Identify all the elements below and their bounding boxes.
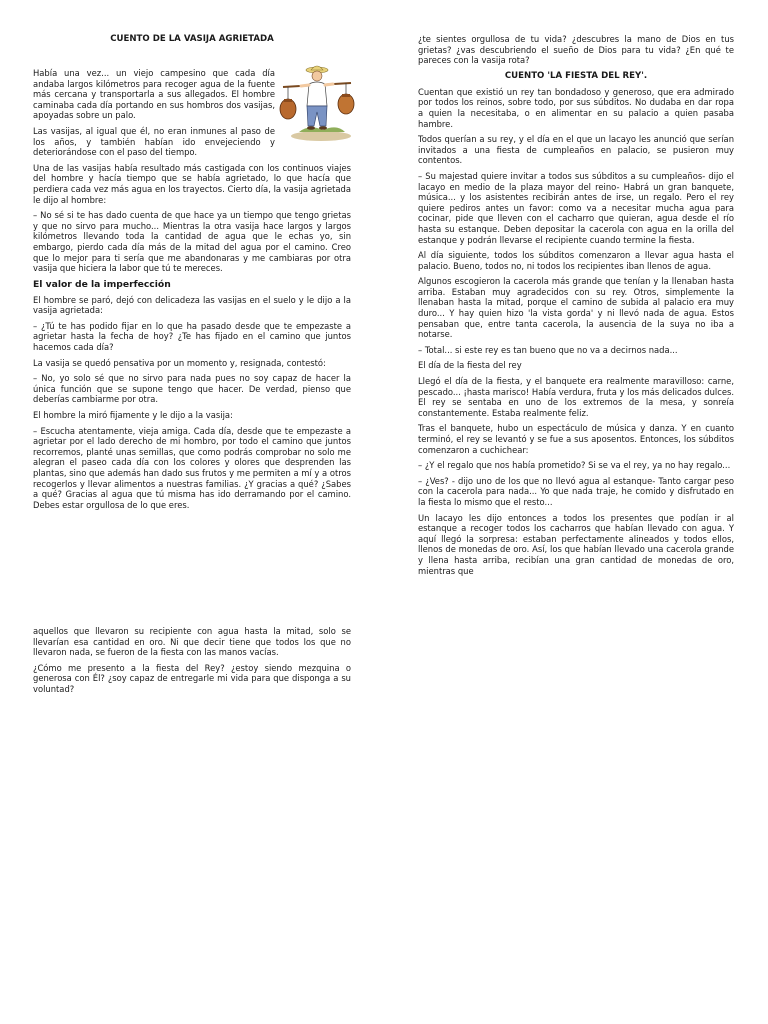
paragraph: – Su majestad quiere invitar a todos sus súbditos a su cumpleaños- dijo el lacayo en medio de la plaza mayor del reino- Habrá un gran banquete, música... y los asistentes recibirán antes de irse, un regalo. Pero el rey quiere pediros antes un favor: como va a necesitar mucha agua para cocinar, pide que lleven con el cacharro que quieran, agua desde el río hasta su estanque. Deben depositar la cacerola con agua en la orilla del estanque y podrán llevarse el recipiente cuando termine la fiesta. <box>418 170 734 245</box>
paragraph: aquellos que llevaron su recipiente con agua hasta la mitad, solo se llevarían esa cantidad en oro. Ni que decir tiene que todos los que no llevaron nada, se fueron de la fiesta con las manos vacías. <box>33 626 351 658</box>
story-title-fiesta: CUENTO 'LA FIESTA DEL REY'. <box>504 70 648 81</box>
paragraph: Tras el banquete, hubo un espectáculo de música y danza. Y en cuanto terminó, el rey se levantó y se fue a sus aposentos. Entonces, los súbditos comenzaron a cuchichear: <box>418 423 734 455</box>
paragraph: – Total... si este rey es tan bueno que no va a decirnos nada... <box>418 344 678 355</box>
paragraph: – ¿Ves? - dijo uno de los que no llevó agua al estanque- Tanto cargar peso con la cacerola para nada... Yo que nada traje, he comido y disfrutado en la fiesta lo mismo que el resto... <box>418 475 734 507</box>
reflection-questions: ¿Cómo me presento a la fiesta del Rey? ¿estoy siendo mezquina o generosa con Él? ¿soy capaz de entregarle mi vida para que disponga a su voluntad? <box>33 662 351 694</box>
paragraph: El hombre se paró, dejó con delicadeza las vasijas en el suelo y le dijo a la vasija agrietada: <box>33 294 351 316</box>
paragraph: Cuentan que existió un rey tan bondadoso y generoso, que era admirado por todos los reinos, sobre todo, por sus súbditos. No dudaba en dar ropa a quien la necesitaba, o en alimentar en su palacio a quien pasaba hambre. <box>418 86 734 129</box>
paragraph: Llegó el día de la fiesta, y el banquete era realmente maravilloso: carne, pescado... ¡hasta marisco! Había verdura, fruta y los más delicados dulces. El rey se sentaba en uno de los extremos de la mesa, y sonreía constantemente. Estaba realmente feliz. <box>418 376 734 418</box>
section-subheading: El día de la fiesta del rey <box>418 360 522 371</box>
paragraph: Algunos escogieron la cacerola más grande que tenían y la llenaban hasta arriba. Estaban muy agradecidos con su rey. Otros, simplemente la llenaban hasta la mitad, porque el camino de subida al palacio era muy duro... Y hay quien hizo 'la vista gorda' y ni llevó nada de agua. Estos pensaban que, entre tanta cacerola, la ausencia de la suya no iba a notarse. <box>418 276 734 340</box>
right-column <box>418 34 734 581</box>
paragraph: Un lacayo les dijo entonces a todos los presentes que podían ir al estanque a recoger todos los cacharros que habían llevado con agua. Y aquí llegó la sorpresa: estaban perfectamente alineados y todos ellos, llenos de monedas de oro. Así, los que habían llevado una cacerola grande y llena hasta arriba, recibían una gran cantidad de monedas de oro, mientras que <box>418 512 734 576</box>
paragraph: Todos querían a su rey, y el día en el que un lacayo les anunció que serían invitados a una fiesta de cumpleaños en palacio, se pusieron muy contentos. <box>418 134 734 166</box>
paragraph: Al día siguiente, todos los súbditos comenzaron a llevar agua hasta el palacio. Bueno, todos no, ni todos los recipientes iban llenos de agua. <box>418 250 734 271</box>
section-subheading: El valor de la imperfección <box>33 278 171 290</box>
left-column <box>33 34 351 515</box>
paragraph: – No, yo solo sé que no sirvo para nada pues no soy capaz de hacer la única función que se supone tengo que hacer. De verdad, pienso que deberías cambiarme por otra. <box>33 373 351 405</box>
paragraph: – No sé si te has dado cuenta de que hace ya un tiempo que tengo grietas y que no sirvo para mucho... Mientras la otra vasija hace largos y largos kilómetros llevando toda la cantidad de agua que le echas yo, sin embargo, pierdo cada día más de la mitad del agua por el camino. Creo que lo mejor para ti sería que me abandonaras y me cambiaras por otra vasija que hiciera la labor que tú te mereces. <box>33 210 351 274</box>
paragraph: Las vasijas, al igual que él, no eran inmunes al paso de los años, y también habían ido envejeciendo y deteriorándose con el paso del tiempo. <box>33 125 275 158</box>
paragraph: Una de las vasijas había resultado más castigada con los continuos viajes del hombre y hacía tiempo que se había agrietado, lo que hacía que perdiera cada vez más agua en los trayectos. Cierto día, la vasija agrietada le dijo al hombre: <box>33 162 351 205</box>
paragraph: – Escucha atentamente, vieja amiga. Cada día, desde que te empezaste a agrietar por el lado derecho de mi hombro, por todo el camino que juntos recorremos, planté unas semillas, que como podrás comprobar no solo me alegran el paseo cada día con los colores y olores que desprenden las plantas, sino que además han dado sus frutos y me permiten a mí y a otros recogerlos y llevar alimentos a nuestras familias. ¿Y gracias a qué? ¿Sabes a qué? Gracias al agua que tú misma has ido derramando por el camino. Debes estar orgullosa de lo que eres. <box>33 425 351 510</box>
paragraph: – ¿Tú te has podido fijar en lo que ha pasado desde que te empezaste a agrietar hasta la fecha de hoy? ¿Te has fijado en el camino que juntos hacemos cada día? <box>33 320 351 353</box>
paragraph: La vasija se quedó pensativa por un momento y, resignada, contestó: <box>33 357 326 368</box>
paragraph: – ¿Y el regalo que nos había prometido? Si se va el rey, ya no hay regalo... <box>418 460 731 471</box>
continuation-column <box>33 626 351 700</box>
reflection-questions: ¿te sientes orgullosa de tu vida? ¿descubres la mano de Dios en tus grietas? ¿vas descubriendo el sueño de Dios para tu vida? ¿En qué te pareces con la vasija rota? <box>418 34 734 66</box>
story-title-vasija: CUENTO DE LA VASIJA AGRIETADA <box>110 34 274 44</box>
paragraph: El hombre la miró fijamente y le dijo a la vasija: <box>33 410 233 421</box>
paragraph: Había una vez... un viejo campesino que cada día andaba largos kilómetros para recoger agua de la fuente más cercana y transportarla a sus allegados. El hombre caminaba cada día portando en sus hombros dos vasijas, apoyadas sobre un palo. <box>33 68 275 121</box>
farmer-carrying-pots-illustration <box>279 62 355 142</box>
